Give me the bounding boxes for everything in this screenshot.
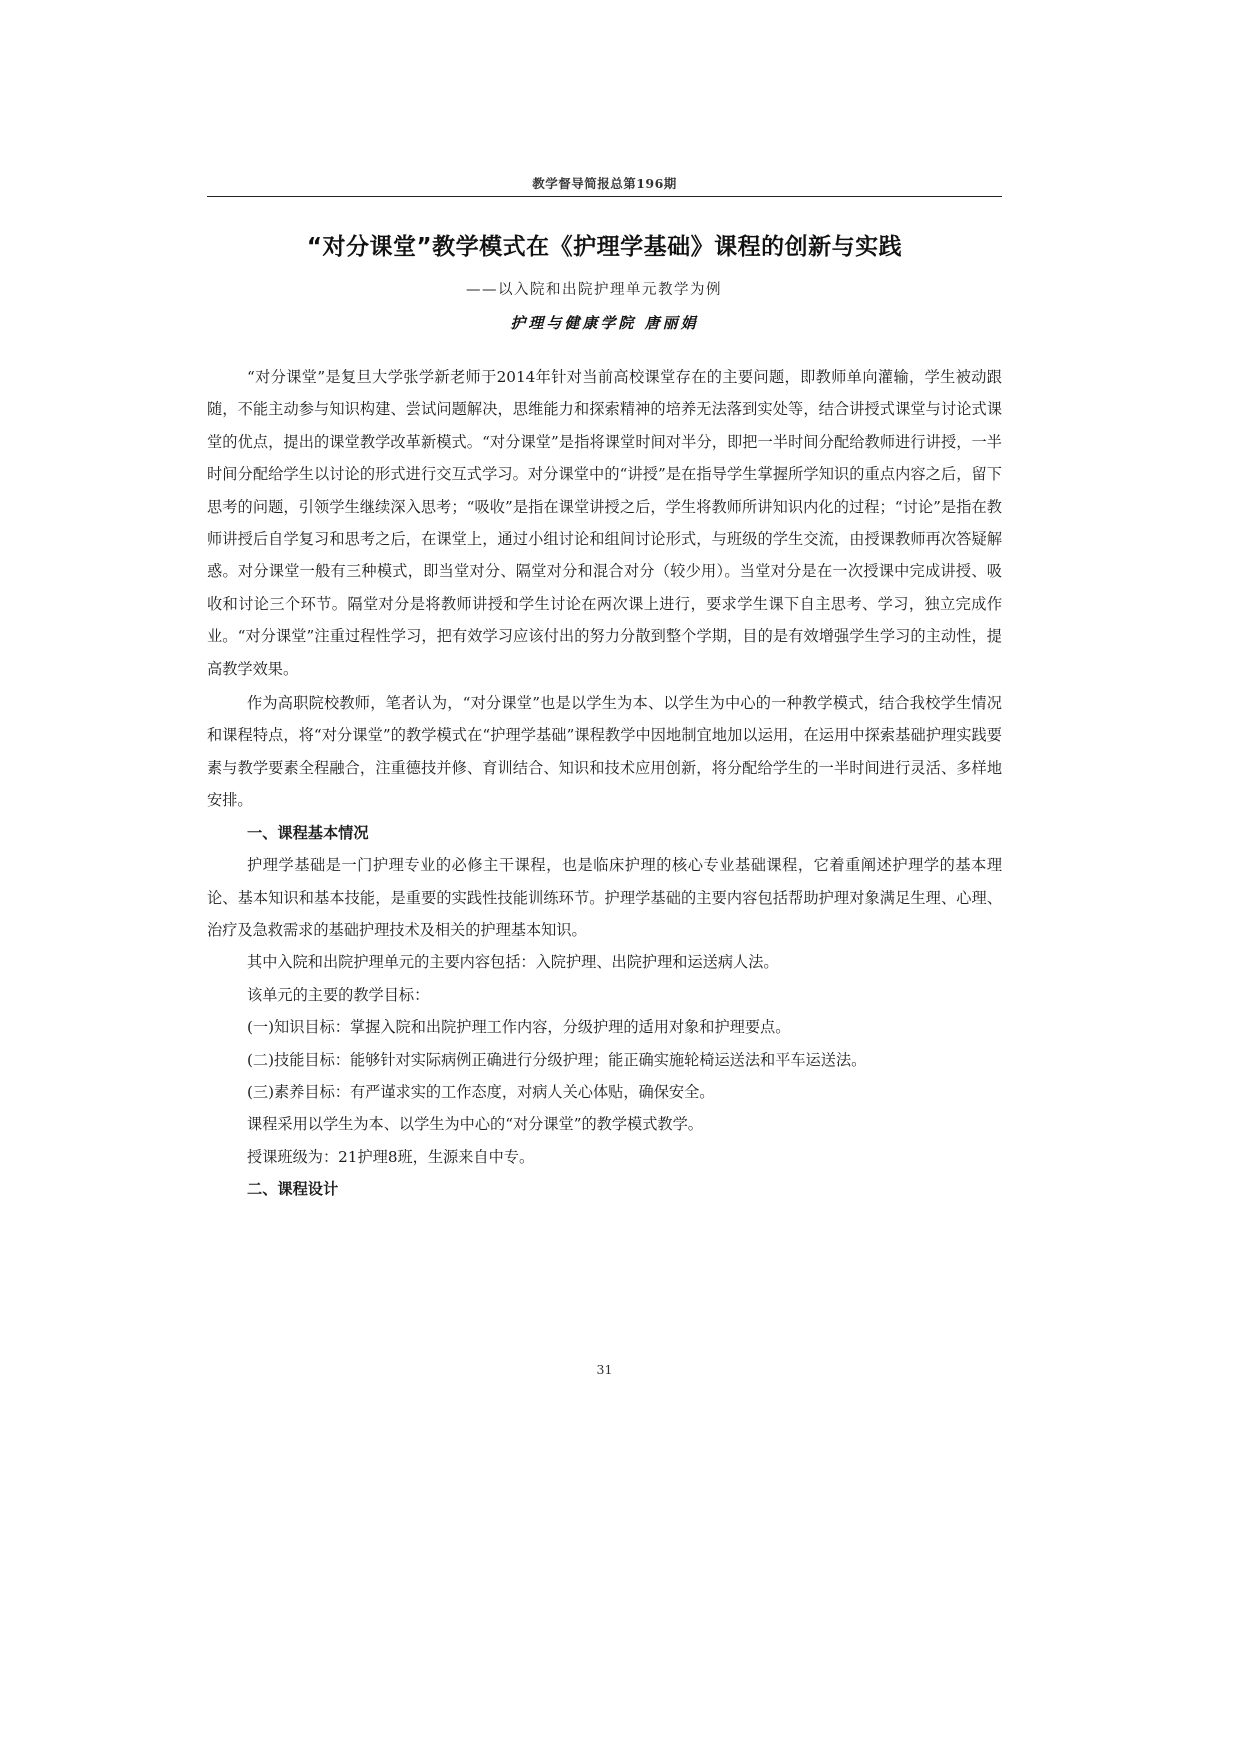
- running-header: 教学督导简报总第196期: [532, 176, 677, 191]
- header-divider: [207, 196, 1002, 197]
- article-author: 护理与健康学院 唐丽娟: [510, 314, 699, 332]
- section-heading: 一、课程基本情况: [247, 823, 369, 842]
- section-heading: 二、课程设计: [247, 1180, 339, 1199]
- body-paragraph: 护理学基础是一门护理专业的必修主干课程，也是临床护理的核心专业基础课程，它着重阐述护理学的基本理论、基本知识和基本技能，是重要的实践性技能训练环节。护理学基础的主要内容包括帮助护理对象满足生理、心理、治疗及急救需求的基础护理技术及相关的护理基本知识。: [207, 856, 1002, 939]
- article-title: “对分课堂”教学模式在《护理学基础》课程的创新与实践: [306, 234, 903, 260]
- objective-skill: (二)技能目标：能够针对实际病例正确进行分级护理；能正确实施轮椅运送法和平车运送法。: [247, 1050, 867, 1069]
- body-line: 授课班级为：21护理8班，生源来自中专。: [247, 1147, 535, 1166]
- objective-quality: (三)素养目标：有严谨求实的工作态度，对病人关心体贴，确保安全。: [247, 1082, 715, 1101]
- body-line: 课程采用以学生为本、以学生为中心的“对分课堂”的教学模式教学。: [247, 1115, 703, 1134]
- objective-knowledge: (一)知识目标：掌握入院和出院护理工作内容，分级护理的适用对象和护理要点。: [247, 1018, 791, 1037]
- article-subtitle: ——以入院和出院护理单元教学为例: [466, 282, 722, 298]
- body-line: 其中入院和出院护理单元的主要内容包括：入院护理、出院护理和运送病人法。: [247, 953, 779, 972]
- body-line: 该单元的主要的教学目标：: [247, 985, 430, 1004]
- page-number: 31: [596, 1362, 613, 1377]
- body-paragraph: “对分课堂”是复旦大学张学新老师于2014年针对当前高校课堂存在的主要问题，即教师单向灌输，学生被动跟随，不能主动参与知识构建、尝试问题解决，思维能力和探索精神的培养无法落到实处等，结合讲授式课堂与讨论式课堂的优点，提出的课堂教学改革新模式。“对分课堂”是指将课堂时间对半分，即把一半时间分配给教师进行讲授，一半时间分配给学生以讨论的形式进行交互式学习。对分课堂中的“讲授”是在指导学生掌握所学知识的重点内容之后，留下思考的问题，引领学生继续深入思考；“吸收”是指在课堂讲授之后，学生将教师所讲知识内化的过程；“讨论”是指在教师讲授后自学复习和思考之后，在课堂上，通过小组讨论和组间讨论形式，与班级的学生交流，由授课教师再次答疑解惑。对分课堂一般有三种模式，即当堂对分、隔堂对分和混合对分（较少用）。当堂对分是在一次授课中完成讲授、吸收和讨论三个环节。隔堂对分是将教师讲授和学生讨论在两次课上进行，要求学生课下自主思考、学习，独立完成作业。“对分课堂”注重过程性学习，把有效学习应该付出的努力分散到整个学期，目的是有效增强学生学习的主动性，提高教学效果。: [207, 368, 1002, 678]
- body-paragraph: 作为高职院校教师，笔者认为，“对分课堂”也是以学生为本、以学生为中心的一种教学模式，结合我校学生情况和课程特点，将“对分课堂”的教学模式在“护理学基础”课程教学中因地制宜地加以运用，在运用中探索基础护理实践要素与教学要素全程融合，注重德技并修、育训结合、知识和技术应用创新，将分配给学生的一半时间进行灵活、多样地安排。: [207, 694, 1002, 810]
- article-body: [207, 361, 1002, 1206]
